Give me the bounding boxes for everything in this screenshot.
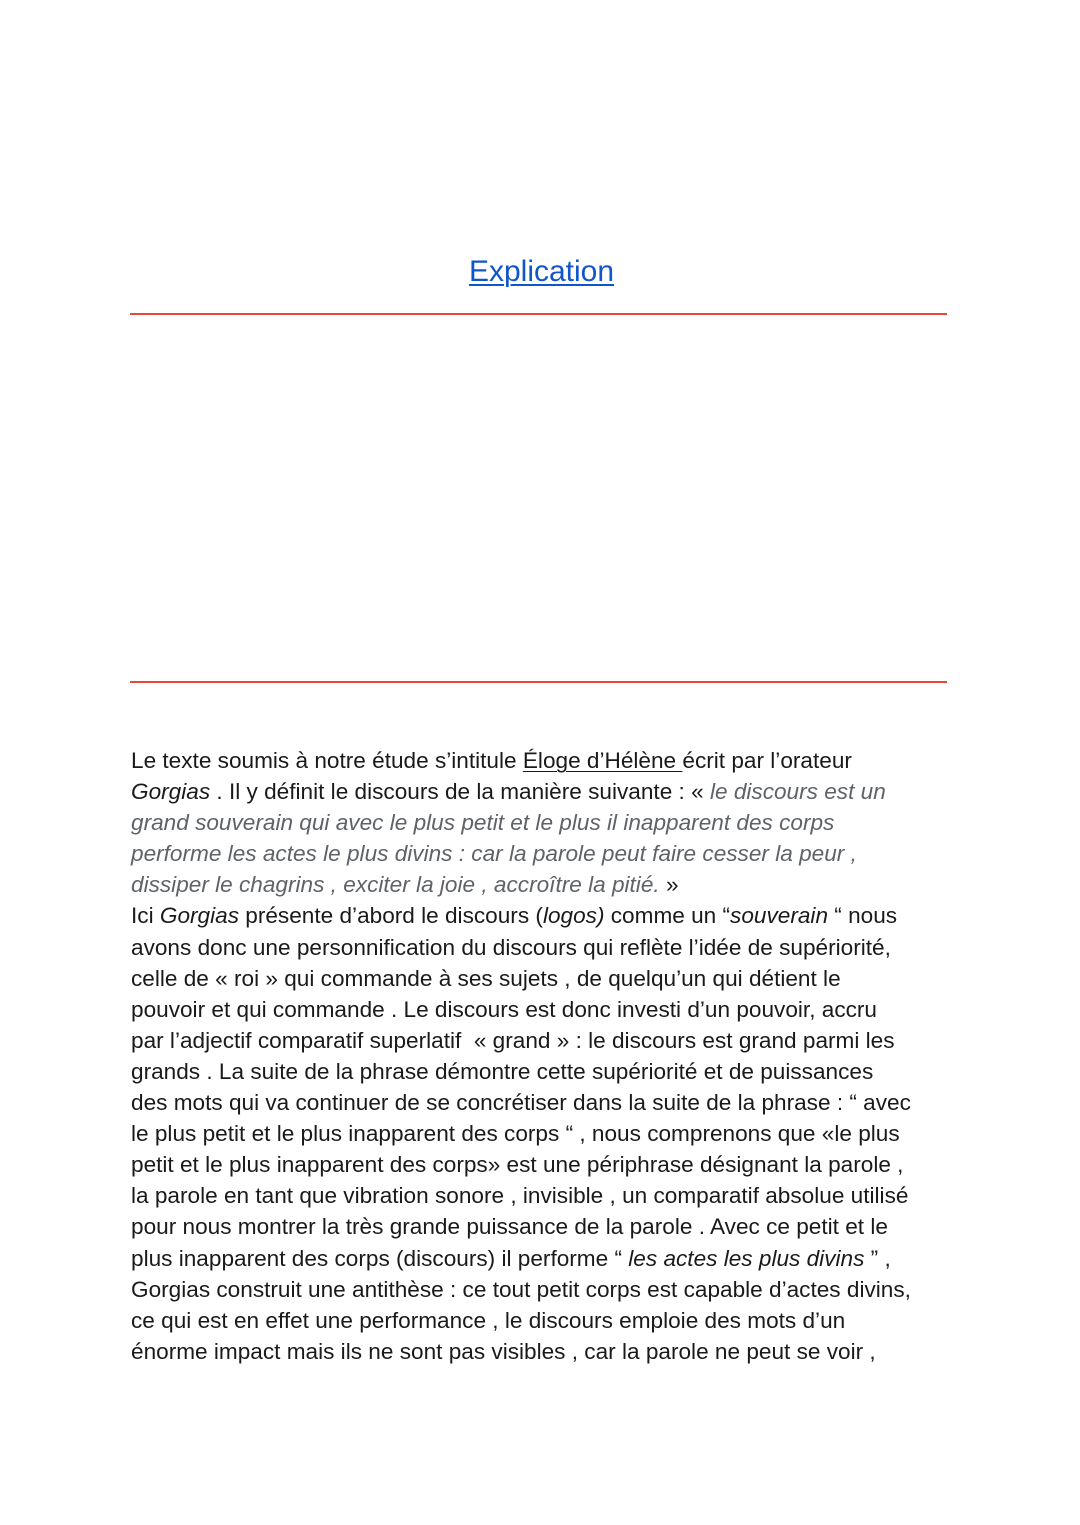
text-run: les actes les plus divins (628, 1245, 865, 1271)
text-run: des mots qui va continuer de se concrétiser dans la suite de la phrase : “ avec (131, 1090, 911, 1116)
text-line (131, 1305, 961, 1336)
text-line (131, 745, 961, 776)
text-run: logos) (542, 903, 605, 929)
divider-top (130, 313, 947, 315)
text-line (131, 776, 961, 807)
divider-bottom (130, 681, 947, 683)
text-line (131, 1274, 961, 1305)
text-line (131, 807, 961, 838)
text-run: Ici (131, 903, 160, 929)
text-line (131, 1336, 961, 1367)
page-title[interactable]: Explication (468, 255, 615, 288)
text-run: celle de « roi » qui commande à ses sujets , de quelqu’un qui détient le (131, 965, 841, 991)
text-run: . Il y définit le discours de la manière suivante : « (210, 779, 710, 805)
text-line (131, 838, 961, 869)
text-line (131, 1180, 961, 1211)
text-line (131, 1056, 961, 1087)
text-line (131, 900, 961, 931)
text-run: plus inapparent des corps (discours) il performe “ (131, 1245, 629, 1271)
body-text (131, 745, 961, 1367)
text-line (131, 932, 961, 963)
text-run: Gorgias construit une antithèse : ce tout petit corps est capable d’actes divins, (131, 1276, 911, 1302)
text-line (131, 869, 961, 900)
text-run: la parole en tant que vibration sonore , invisible , un comparatif absolue utilisé (131, 1183, 909, 1209)
text-line (131, 994, 961, 1025)
text-run: souverain (730, 903, 829, 929)
text-line (131, 1087, 961, 1118)
text-line (131, 1025, 961, 1056)
text-run: » (659, 872, 679, 898)
text-run: Gorgias (159, 903, 239, 929)
text-line (131, 1211, 961, 1242)
text-run: comme un “ (604, 903, 731, 929)
text-line (131, 1118, 961, 1149)
quotation: le discours est un (709, 779, 886, 805)
quotation: performe les actes le plus divins : car la parole peut faire cesser la peur , (131, 841, 857, 867)
text-run: Le texte soumis à notre étude s’intitule (131, 748, 523, 773)
text-run: ce qui est en effet une performance , le discours emploie des mots d’un (131, 1307, 846, 1333)
quotation: dissiper le chagrins , exciter la joie , accroître la pitié. (131, 872, 660, 898)
text-run: ” , (864, 1245, 891, 1271)
text-run: le plus petit et le plus inapparent des corps “ , nous comprenons que «le plus (131, 1121, 900, 1147)
text-run: avons donc une personnification du discours qui reflète l’idée de supériorité, (131, 934, 891, 960)
text-run: écrit par l’orateur (682, 748, 852, 773)
work-title: Éloge d’Hélène (522, 748, 683, 773)
text-line (131, 1243, 961, 1274)
quotation: grand souverain qui avec le plus petit et le plus il inapparent des corps (131, 810, 835, 836)
text-run: grands . La suite de la phrase démontre cette supériorité et de puissances (131, 1058, 874, 1084)
text-line (131, 963, 961, 994)
text-run: pour nous montrer la très grande puissance de la parole . Avec ce petit et le (131, 1214, 888, 1240)
text-line (131, 1149, 961, 1180)
text-run: énorme impact mais ils ne sont pas visibles , car la parole ne peut se voir , (131, 1338, 876, 1364)
text-run: par l’adjectif comparatif superlatif « grand » : le discours est grand parmi les (131, 1027, 895, 1053)
text-run: “ nous (828, 903, 898, 929)
text-run: présente d’abord le discours ( (239, 903, 543, 929)
text-run: Gorgias (131, 779, 211, 805)
text-run: pouvoir et qui commande . Le discours est donc investi d’un pouvoir, accru (131, 996, 878, 1022)
text-run: petit et le plus inapparent des corps» est une périphrase désignant la parole , (131, 1152, 904, 1178)
